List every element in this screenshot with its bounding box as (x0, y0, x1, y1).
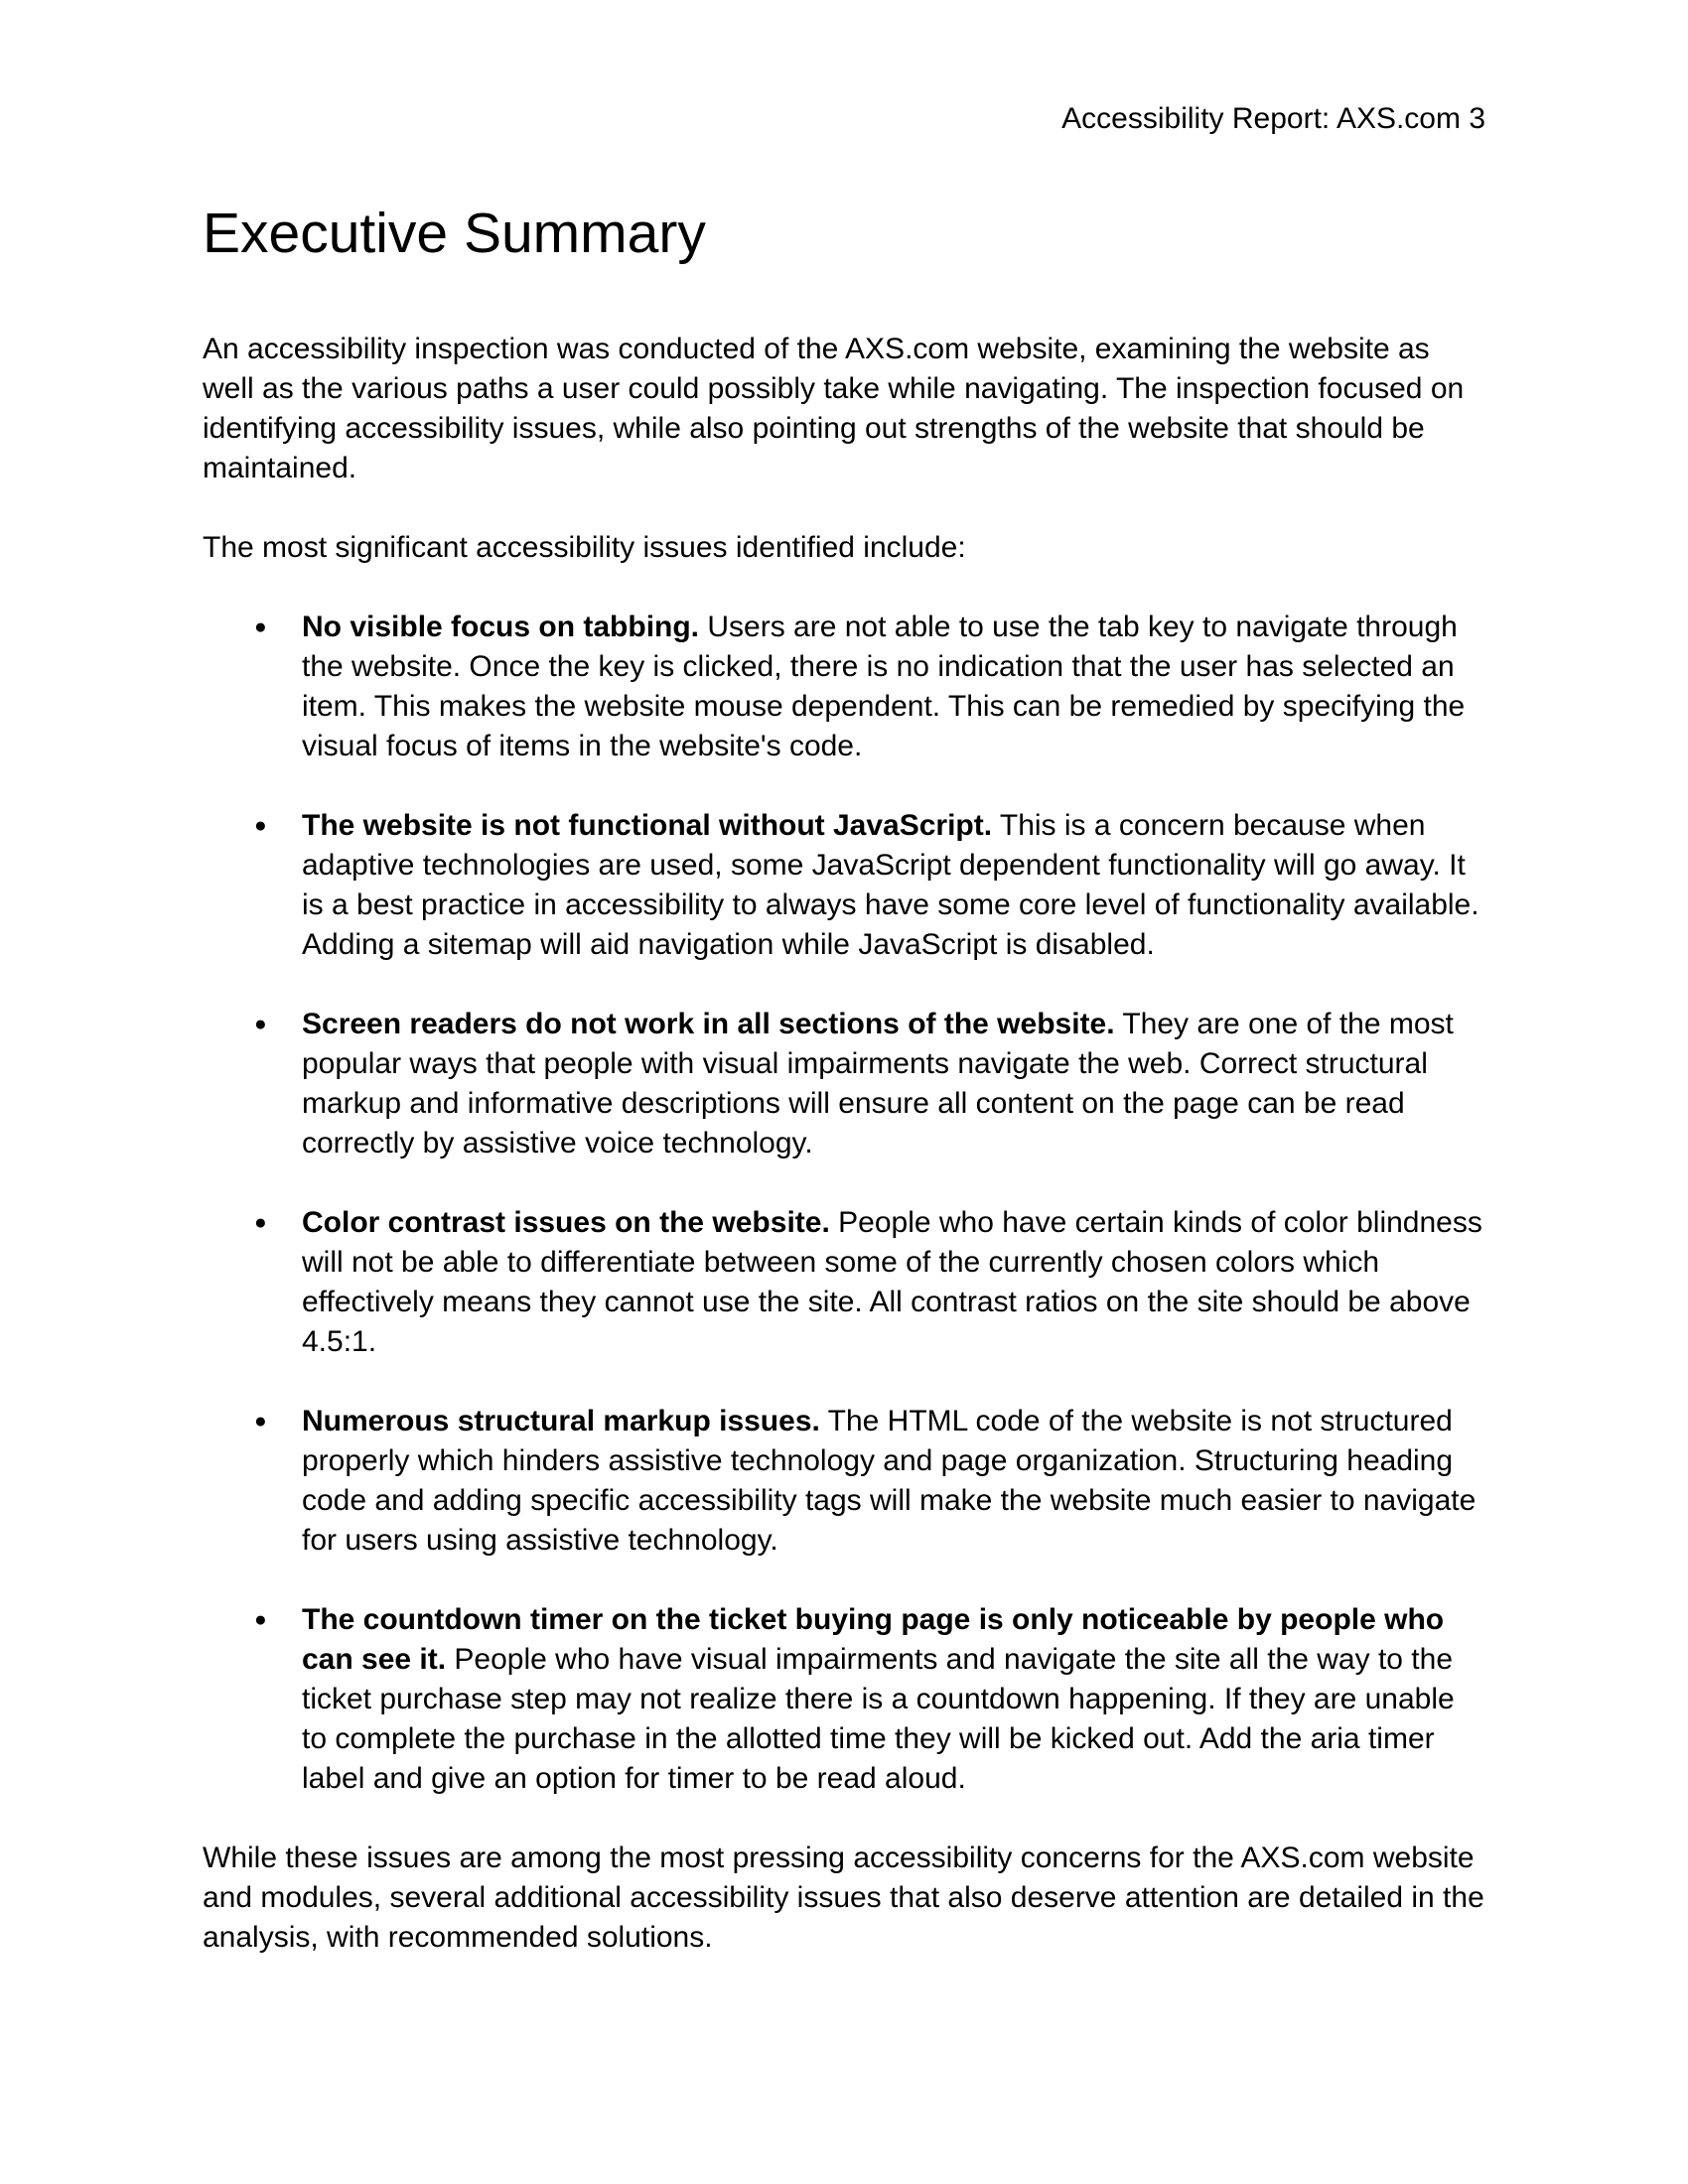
bullet-body-text: People who have visual impairments and navigate the site all the way to the ticket purchase step may not realize there is a countdown happening. If they are unable to complete the purchase in the allotted time they will be kicked out. Add the aria timer label and give an option for timer to be read aloud. (302, 1643, 1455, 1795)
page-title: Executive Summary (203, 202, 706, 265)
bullet-icon: ● (254, 1013, 267, 1035)
header-text: Accessibility Report: AXS.com 3 (1061, 102, 1485, 135)
bullet-icon: ● (254, 1410, 267, 1433)
bullet-bold-text: The website is not functional without JavaScript. (302, 809, 993, 842)
list-item (203, 806, 1485, 965)
list-item (203, 1005, 1485, 1163)
bullet-body-text: This is a concern because when adaptive technologies are used, some JavaScript dependent functionality will go away. It is a best practice in accessibility to always have some core level of functionality available. Adding a sitemap will aid navigation while JavaScript is disabled. (302, 809, 1479, 961)
list-item (203, 1203, 1485, 1362)
bullet-icon: ● (254, 615, 267, 638)
list-item (203, 1600, 1485, 1799)
bullet-icon: ● (254, 814, 267, 837)
list-item (203, 608, 1485, 766)
lead-in-paragraph: The most significant accessibility issues identified include: (203, 531, 966, 564)
bullet-body-text: People who have certain kinds of color blindness will not be able to differentiate between some of the currently chosen colors which effectively means they cannot use the site. All contrast ratios on the site should be above 4.5:1. (302, 1206, 1482, 1358)
bullet-icon: ● (254, 1211, 267, 1234)
bullet-bold-text: Color contrast issues on the website. (302, 1206, 830, 1239)
page-header (203, 99, 1485, 139)
bullet-bold-text: Numerous structural markup issues. (302, 1405, 820, 1437)
issues-list (203, 608, 1485, 1799)
bullet-bold-text: Screen readers do not work in all sections of the website. (302, 1008, 1115, 1040)
bullet-bold-text: The countdown timer on the ticket buying page is only noticeable by people who can see it. (302, 1603, 1445, 1676)
bullet-body-text: Users are not able to use the tab key to navigate through the website. Once the key is clicked, there is no indication that the user has selected an item. This makes the website mouse dependent. This can be remedied by specifying the visual focus of items in the website's code. (302, 611, 1466, 762)
bullet-body-text: The HTML code of the website is not structured properly which hinders assistive technology and page organization. Structuring heading code and adding specific accessibility tags will make the website much easier to navigate for users using assistive technology. (302, 1405, 1477, 1557)
bullet-icon: ● (254, 1608, 267, 1631)
bullet-bold-text: No visible focus on tabbing. (302, 611, 700, 643)
intro-paragraph: An accessibility inspection was conducted of the AXS.com website, examining the website as well as the various paths a user could possibly take while navigating. The inspection focused on identifying accessibility issues, while also pointing out strengths of the website that should be maintained. (203, 333, 1465, 484)
closing-paragraph: While these issues are among the most pressing accessibility concerns for the AXS.com website and modules, several additional accessibility issues that also deserve attention are detailed in the analysis, with recommended solutions. (203, 1842, 1484, 1954)
list-item (203, 1402, 1485, 1561)
bullet-body-text: They are one of the most popular ways that people with visual impairments navigate the web. Correct structural markup and informative descriptions will ensure all content on the page can be read correctly by assistive voice technology. (302, 1008, 1454, 1160)
